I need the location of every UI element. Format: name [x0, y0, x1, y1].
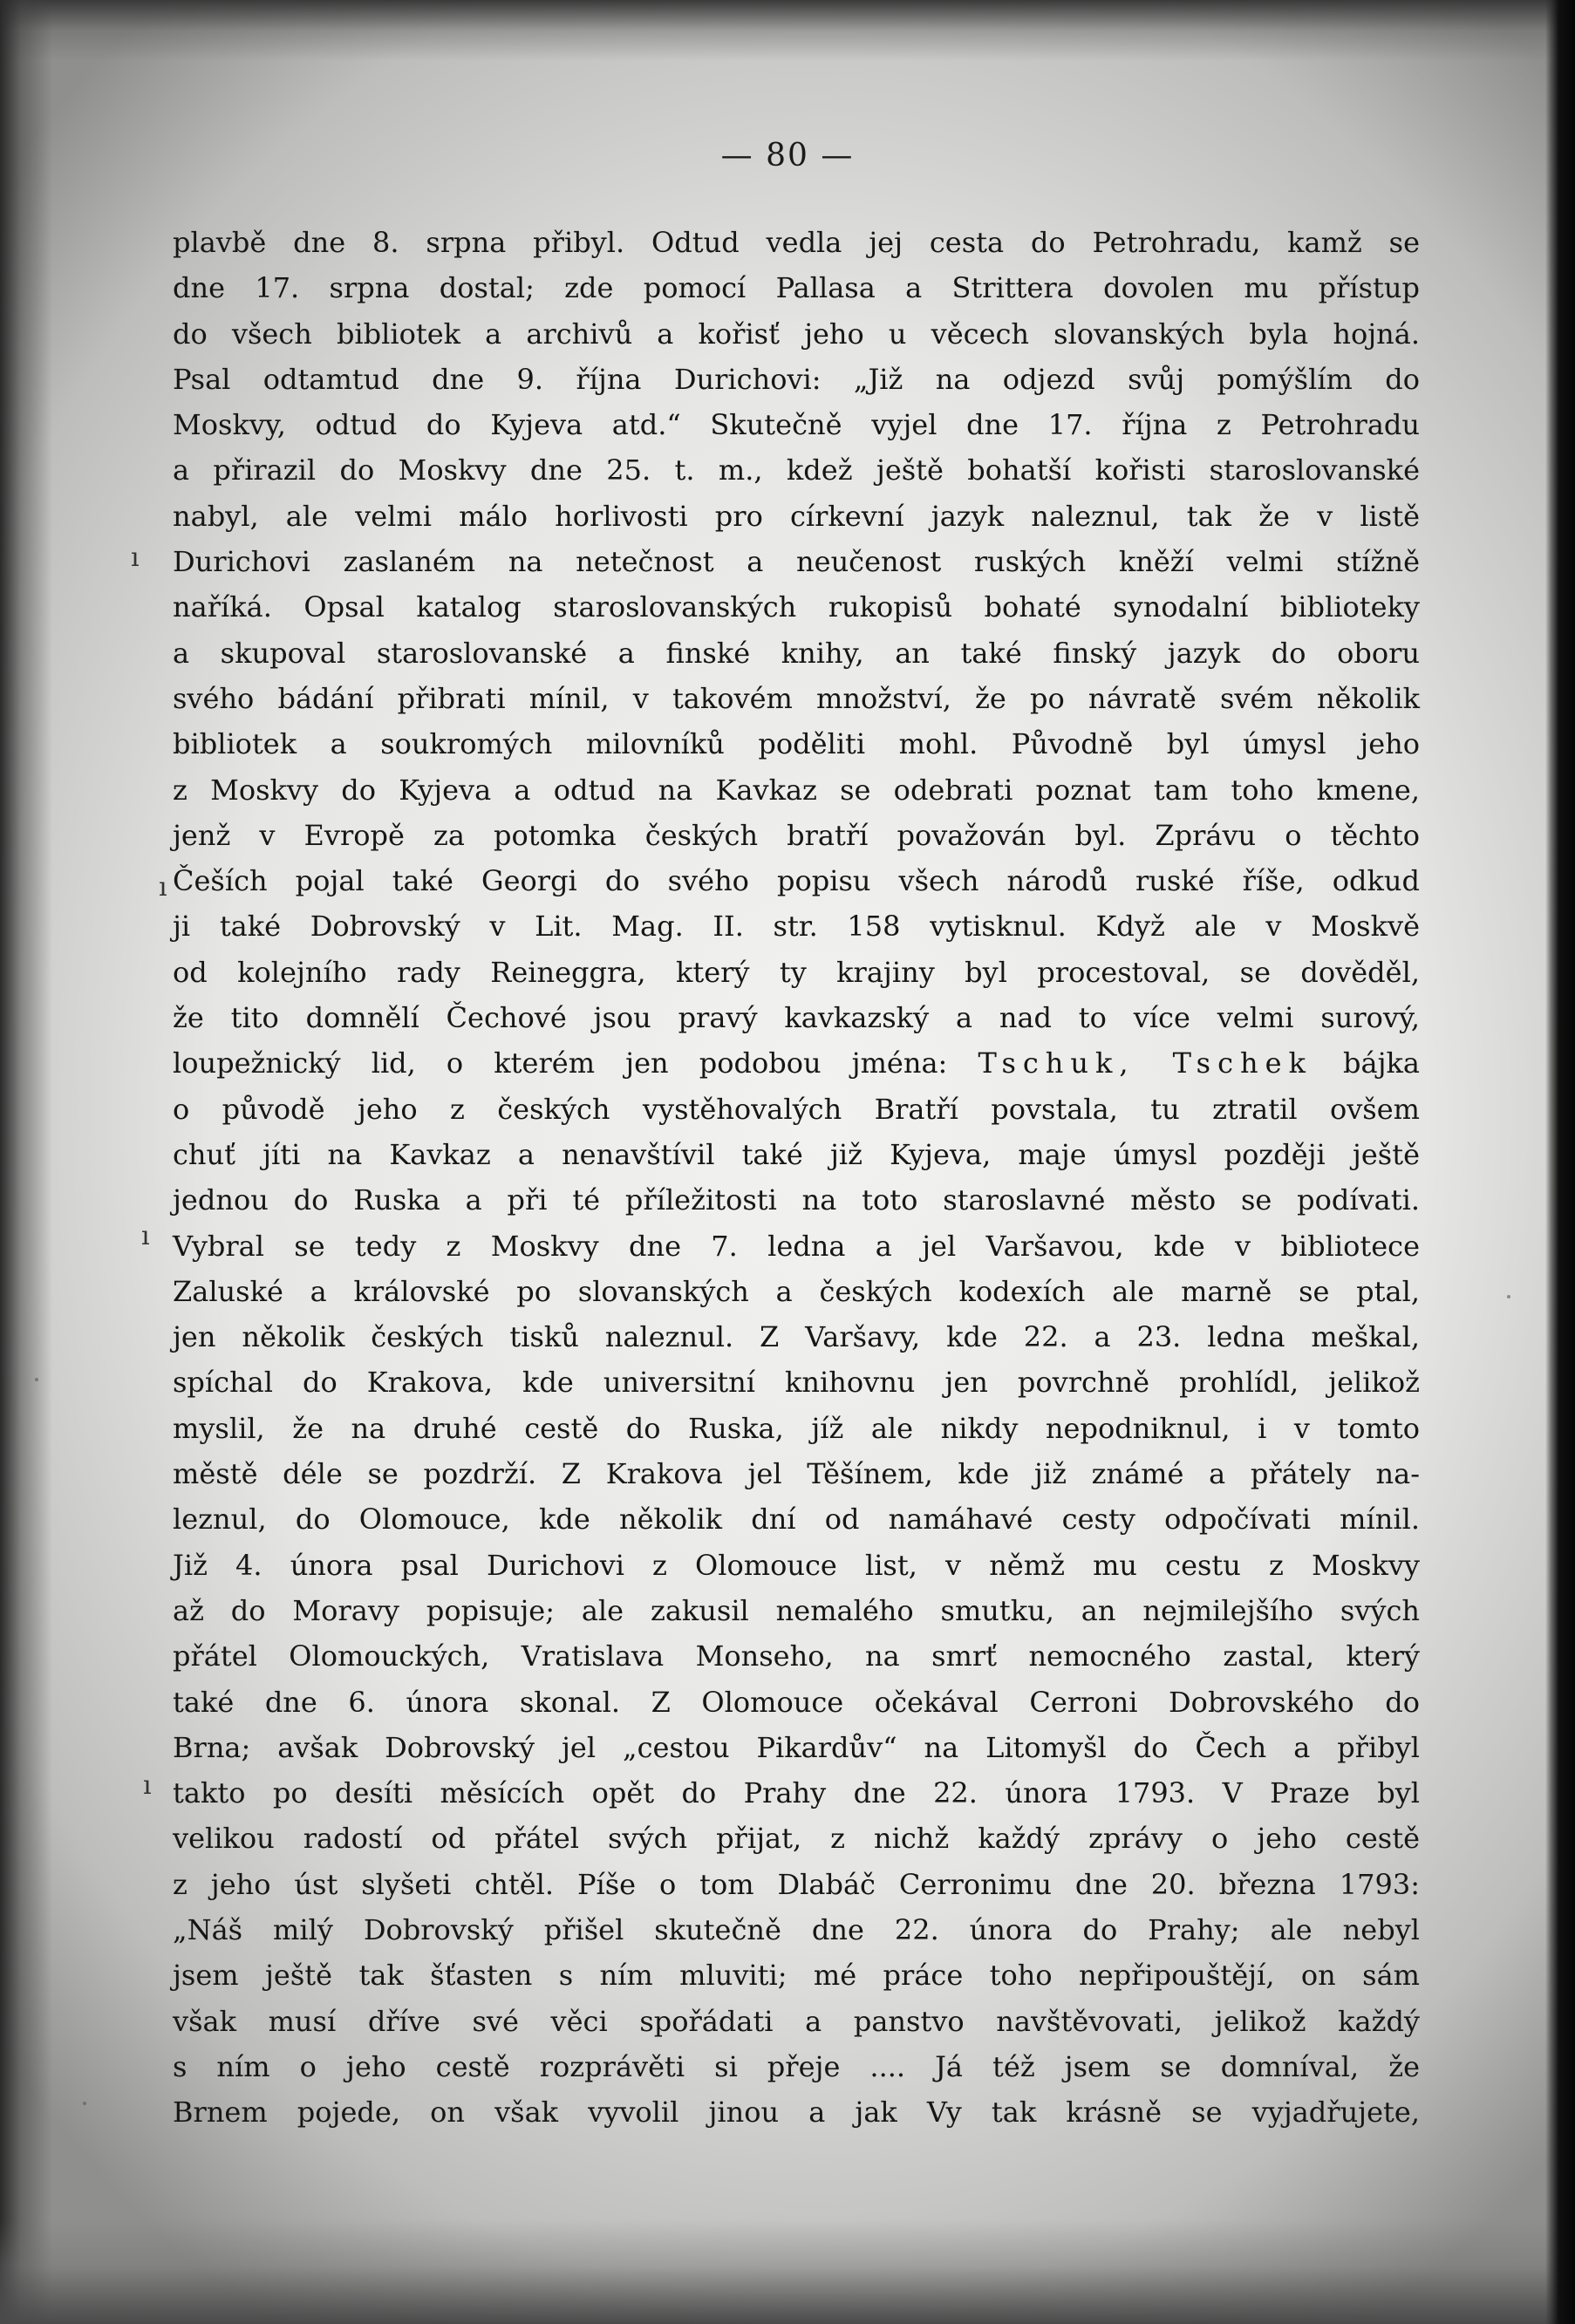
scan-shadow-right	[1545, 0, 1575, 2324]
text-line: dne 17. srpna dostal; zde pomocí Pallasa a Strittera dovolen mu přístup	[173, 271, 1420, 305]
text-line: chuť jíti na Kavkaz a nenavštívil také již Kyjeva, maje úmysl později ještě	[173, 1137, 1420, 1171]
margin-mark: ı	[143, 1770, 152, 1801]
text-line: Brnem pojede, on však vyvolil jinou a jak Vy tak krásně se vyjadřujete,	[173, 2096, 1420, 2130]
text-line: a přirazil do Moskvy dne 25. t. m., kdež ještě bohatší kořisti staroslovanské	[173, 453, 1420, 487]
text-line: s ním o jeho cestě rozprávěti si přeje .... Já též jsem se domníval, že	[173, 2049, 1420, 2083]
text-line: myslil, že na druhé cestě do Ruska, jíž ale nikdy nepodniknul, i v tomto	[173, 1411, 1420, 1445]
text-line: ji také Dobrovský v Lit. Mag. II. str. 158 vytisknul. Když ale v Moskvě	[173, 910, 1420, 944]
text-line: a skupoval staroslovanské a finské knihy, an také finský jazyk do oboru	[173, 636, 1420, 670]
margin-mark: ı	[141, 1221, 150, 1251]
text-line: Brna; avšak Dobrovský jel „cestou Pikardův“ na Litomyšl do Čech a přibyl	[173, 1730, 1420, 1764]
text-line: plavbě dne 8. srpna přibyl. Odtud vedla jej cesta do Petrohradu, kamž se	[173, 226, 1420, 259]
text-line: Psal odtamtud dne 9. října Durichovi: „Již na odjezd svůj pomýšlím do	[173, 362, 1420, 396]
scan-shadow-top	[0, 0, 1575, 61]
text-line: velikou radostí od přátel svých přijat, z nichž každý zprávy o jeho cestě	[173, 1822, 1420, 1856]
text-line: naříká. Opsal katalog staroslovanských rukopisů bohaté synodalní biblioteky	[173, 590, 1420, 624]
text-line: jednou do Ruska a při té příležitosti na toto staroslavné město se podívati.	[173, 1183, 1420, 1217]
body-text	[173, 220, 1420, 2135]
scan-speck	[1507, 1295, 1510, 1298]
text-line: svého bádání přibrati mínil, v takovém množství, že po návratě svém několik	[173, 681, 1420, 715]
text-line: jenž v Evropě za potomka českých bratří považován byl. Zprávu o těchto	[173, 818, 1420, 852]
text-line: z jeho úst slyšeti chtěl. Píše o tom Dlabáč Cerronimu dne 20. března 1793:	[173, 1867, 1420, 1901]
text-line: až do Moravy popisuje; ale zakusil nemalého smutku, an nejmilejšího svých	[173, 1593, 1420, 1627]
text-line: spíchal do Krakova, kde universitní knihovnu jen povrchně prohlídl, jelikož	[173, 1366, 1420, 1400]
text-line: bibliotek a soukromých milovníků poděliti mohl. Původně byl úmysl jeho	[173, 727, 1420, 761]
text-line: Češích pojal také Georgi do svého popisu všech národů ruské říše, odkud	[173, 864, 1420, 898]
page-number: — 80 —	[720, 138, 855, 174]
text-line: nabyl, ale velmi málo horlivosti pro církevní jazyk naleznul, tak že v listě	[173, 499, 1420, 533]
text-line: že tito domnělí Čechové jsou pravý kavkazský a nad to více velmi surový,	[173, 1001, 1420, 1035]
scan-speck	[35, 1378, 38, 1381]
text-line: Durichovi zaslaném na netečnost a neučenost ruských kněží velmi stížně	[173, 545, 1420, 579]
text-line: Vybral se tedy z Moskvy dne 7. ledna a jel Varšavou, kde v bibliotece	[173, 1229, 1420, 1263]
scan-shadow-left	[0, 0, 52, 2324]
text-segment: loupežnický lid, o kterém jen podobou jména:	[173, 1046, 978, 1080]
text-line: jsem ještě tak šťasten s ním mluviti; mé práce toho nepřipouštějí, on sám	[173, 1959, 1420, 1993]
text-line: přátel Olomouckých, Vratislava Monseho, na smrť nemocného zastal, který	[173, 1639, 1420, 1673]
text-segment: bájka	[1312, 1046, 1421, 1080]
margin-mark: ı	[131, 542, 140, 573]
text-line: do všech bibliotek a archivů a kořisť jeho u věcech slovanských byla hojná.	[173, 317, 1420, 351]
margin-mark: ı	[159, 872, 167, 903]
emphasized-text: Tschuk, Tschek	[978, 1046, 1312, 1080]
text-line: leznul, do Olomouce, kde několik dní od namáhavé cesty odpočívati mínil.	[173, 1503, 1420, 1537]
text-line: Již 4. února psal Durichovi z Olomouce list, v němž mu cestu z Moskvy	[173, 1548, 1420, 1582]
text-line: Zaluské a královské po slovanských a českých kodexích ale marně se ptal,	[173, 1274, 1420, 1308]
scan-speck	[83, 2102, 86, 2105]
text-line: takto po desíti měsících opět do Prahy dne 22. února 1793. V Praze byl	[173, 1776, 1420, 1810]
scan-shadow-bottom	[0, 2219, 1575, 2324]
text-line: jen několik českých tisků naleznul. Z Varšavy, kde 22. a 23. ledna meškal,	[173, 1320, 1420, 1354]
text-line: Moskvy, odtud do Kyjeva atd.“ Skutečně vyjel dne 17. října z Petrohradu	[173, 408, 1420, 442]
text-line	[173, 1040, 1420, 1086]
text-line: o původě jeho z českých vystěhovalých Bratří povstala, tu ztratil ovšem	[173, 1092, 1420, 1126]
text-line: městě déle se pozdrží. Z Krakova jel Těšínem, kde již známé a přátely na-	[173, 1457, 1420, 1491]
text-line: také dne 6. února skonal. Z Olomouce očekával Cerroni Dobrovského do	[173, 1685, 1420, 1719]
text-line: od kolejního rady Reineggra, který ty krajiny byl procestoval, se dověděl,	[173, 955, 1420, 989]
text-line: však musí dříve své věci spořádati a panstvo navštěvovati, jelikož každý	[173, 2004, 1420, 2038]
text-line: „Náš milý Dobrovský přišel skutečně dne 22. února do Prahy; ale nebyl	[173, 1912, 1420, 1946]
text-line: z Moskvy do Kyjeva a odtud na Kavkaz se odebrati poznat tam toho kmene,	[173, 773, 1420, 807]
